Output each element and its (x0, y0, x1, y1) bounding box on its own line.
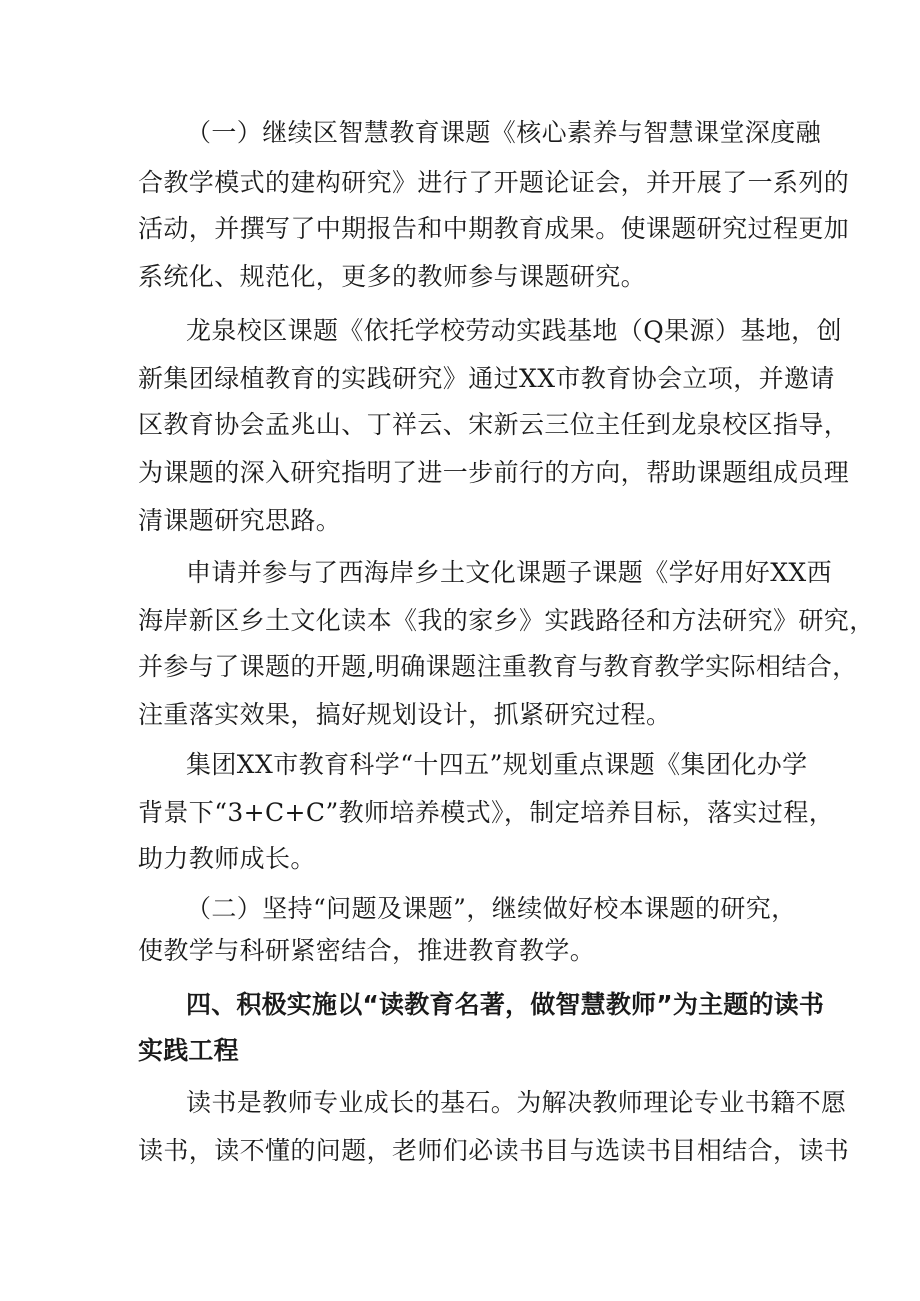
paragraph-5-line-1: （二）坚持“问题及课题”，继续做好校本课题的研究， (186, 894, 797, 923)
paragraph-4-line-1: 集团XX市教育科学“十四五”规划重点课题《集团化办学 (186, 750, 808, 779)
paragraph-1-line-3: 活动，并撰写了中期报告和中期教育成果。使课题研究过程更加 (138, 214, 850, 243)
paragraph-2-line-1: 龙泉校区课题《依托学校劳动实践基地（Q果源）基地，创 (186, 316, 842, 345)
paragraph-3-line-4: 注重落实效果，搞好规划设计，抓紧研究过程。 (138, 700, 672, 729)
paragraph-6-line-1: 读书是教师专业成长的基石。为解决教师理论专业书籍不愿 (186, 1088, 847, 1117)
paragraph-1-line-4: 系统化、规范化，更多的教师参与课题研究。 (138, 262, 647, 291)
section-heading-line-2: 实践工程 (138, 1036, 239, 1065)
paragraph-2-line-4: 为课题的深入研究指明了进一步前行的方向，帮助课题组成员理 (138, 458, 850, 487)
paragraph-1-line-2: 合教学模式的建构研究》进行了开题论证会，并开展了一系列的 (138, 168, 850, 197)
paragraph-4-line-3: 助力教师成长。 (138, 844, 316, 873)
section-heading-line-1: 四、积极实施以“读教育名著，做智慧教师”为主题的读书 (186, 990, 825, 1019)
paragraph-4-line-2: 背景下“3+C+C”教师培养模式》，制定培养目标，落实过程， (138, 798, 835, 827)
paragraph-2-line-3: 区教育协会孟兆山、丁祥云、宋新云三位主任到龙泉校区指导， (138, 410, 850, 439)
paragraph-3-line-2: 海岸新区乡土文化读本《我的家乡》实践路径和方法研究》研究， (138, 606, 875, 635)
paragraph-6-line-2: 读书，读不懂的问题，老师们必读书目与选读书目相结合，读书 (138, 1136, 850, 1165)
paragraph-2-line-2: 新集团绿植教育的实践研究》通过XX市教育协会立项，并邀请 (138, 364, 835, 393)
paragraph-2-line-5: 清课题研究思路。 (138, 506, 342, 535)
paragraph-5-line-2: 使教学与科研紧密结合，推进教育教学。 (138, 936, 596, 965)
paragraph-3-line-1: 申请并参与了西海岸乡土文化课题子课题《学好用好XX西 (186, 558, 832, 587)
paragraph-3-line-3: 并参与了课题的开题,明确课题注重教育与教育教学实际相结合， (138, 652, 858, 681)
paragraph-1-line-1: （一）继续区智慧教育课题《核心素养与智慧课堂深度融 (186, 118, 822, 147)
